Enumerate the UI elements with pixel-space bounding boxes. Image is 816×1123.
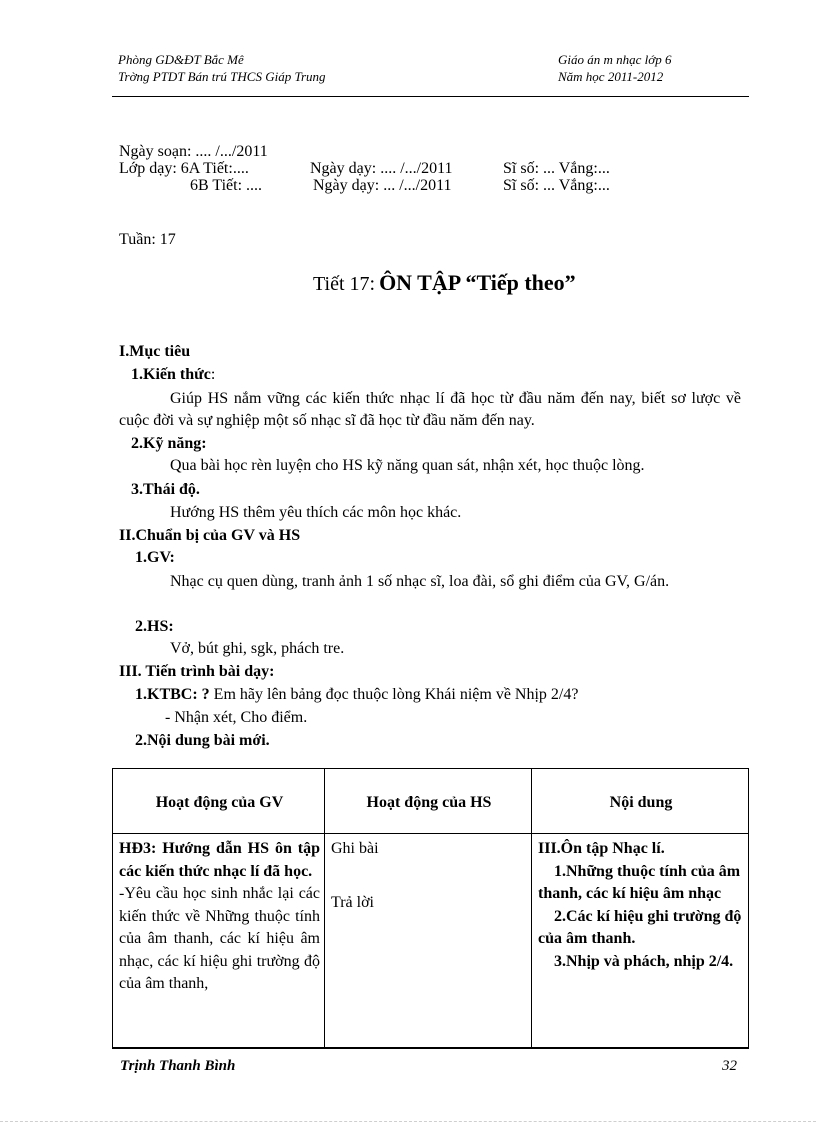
lop-day-6b: 6B Tiết: .... (190, 177, 263, 194)
content-item: 1.Những thuộc tính của âm thanh, các kí hiệu âm nhạc (538, 862, 741, 902)
kien-thuc-label: 1.Kiến thức (131, 366, 211, 383)
header-school-year: Năm học 2011-2012 (558, 69, 664, 84)
content-item: 2.Các kí hiệu ghi trường độ của âm thanh. (538, 907, 742, 947)
section-tien-trinh: III. Tiến trình bài dạy: (119, 663, 275, 680)
header-lesson-plan: Giáo án m nhạc lớp 6 (558, 52, 672, 67)
ngay-soan: Ngày soạn: .... /.../2011 (119, 143, 268, 160)
heading-gv: 1.GV: (135, 549, 175, 566)
page-edge-divider (0, 1121, 816, 1122)
ngay-day-6b: Ngày dạy: ... /.../2011 (313, 177, 452, 194)
header-gv-activity: Hoạt động của GV (113, 769, 325, 834)
kien-thuc-colon: : (210, 366, 216, 383)
nhan-xet: - Nhận xét, Cho điểm. (165, 709, 308, 726)
si-so-6b: Sĩ số: ... Vắng:... (503, 177, 610, 194)
ktbc (135, 686, 578, 704)
heading-hs: 2.HS: (135, 618, 174, 635)
header-school-dept: Phòng GD&ĐT Bắc Mê (118, 52, 244, 67)
content-title: III.Ôn tập Nhạc lí. (538, 840, 665, 857)
si-so-6a: Sĩ số: ... Vắng:... (503, 160, 610, 177)
section-chuan-bi: II.Chuẩn bị của GV và HS (119, 527, 301, 544)
table-header-row (113, 769, 749, 834)
kien-thuc-text: Giúp HS nắm vững các kiến thức nhạc lí đã học từ đầu năm đến nay, biết sơ lược về cuộc đời và sự nghiệp một số nhạc sĩ đã học từ đầu năm đến nay. (119, 390, 741, 429)
title-main: ÔN TẬP “Tiếp theo” (379, 270, 576, 295)
gv-activity-title: HĐ3: Hướng dẫn HS ôn tập các kiến thức nhạc lí đã học. (119, 840, 320, 880)
header-divider (112, 96, 749, 97)
cell-gv-activity (113, 834, 325, 1049)
heading-kien-thuc (131, 366, 215, 384)
section-muc-tieu: I.Mục tiêu (119, 343, 191, 360)
ktbc-question: Em hãy lên bảng đọc thuộc lòng Khái niệm về Nhịp 2/4? (209, 686, 579, 703)
footer-divider (112, 1047, 749, 1048)
ktbc-label: 1.KTBC: ? (135, 686, 210, 703)
header-school-name: Trờng PTDT Bán trú THCS Giáp Trung (118, 69, 326, 84)
header-content: Nội dung (532, 769, 749, 834)
ngay-day-6a: Ngày dạy: .... /.../2011 (310, 160, 453, 177)
thai-do-text: Hướng HS thêm yêu thích các môn học khác. (170, 504, 462, 521)
hs-text: Vở, bút ghi, sgk, phách tre. (170, 640, 345, 657)
lesson-activity-table (112, 768, 749, 1049)
header-hs-activity: Hoạt động của HS (325, 769, 532, 834)
hs-activity-note: Ghi bài (331, 840, 379, 857)
cell-hs-activity (325, 834, 532, 1049)
title-prefix: Tiết 17: (313, 273, 376, 295)
gv-text: Nhạc cụ quen dùng, tranh ảnh 1 số nhạc sĩ, loa đài, sổ ghi điểm của GV, G/án. (170, 573, 670, 590)
footer-author: Trịnh Thanh Bình (120, 1058, 236, 1074)
hs-activity-answer: Trả lời (331, 894, 374, 911)
cell-content (532, 834, 749, 1049)
ky-nang-text: Qua bài học rèn luyện cho HS kỹ năng quan sát, nhận xét, học thuộc lòng. (170, 457, 645, 474)
tuan: Tuần: 17 (119, 231, 176, 248)
gv-activity-text: -Yêu cầu học sinh nhắc lại các kiến thức về Những thuộc tính của âm thanh, các kí hiệu âm nhạc, các kí hiệu ghi trường độ của âm thanh, (119, 885, 320, 992)
page-number: 32 (722, 1058, 737, 1074)
content-item: 3.Nhịp và phách, nhịp 2/4. (554, 952, 734, 970)
page-title (313, 270, 576, 296)
lop-day-6a: Lớp dạy: 6A Tiết:.... (119, 160, 249, 177)
heading-thai-do: 3.Thái độ. (131, 481, 200, 498)
table-row (113, 834, 749, 1049)
heading-noi-dung-moi: 2.Nội dung bài mới. (135, 732, 270, 749)
heading-ky-nang: 2.Kỹ năng: (131, 435, 207, 452)
